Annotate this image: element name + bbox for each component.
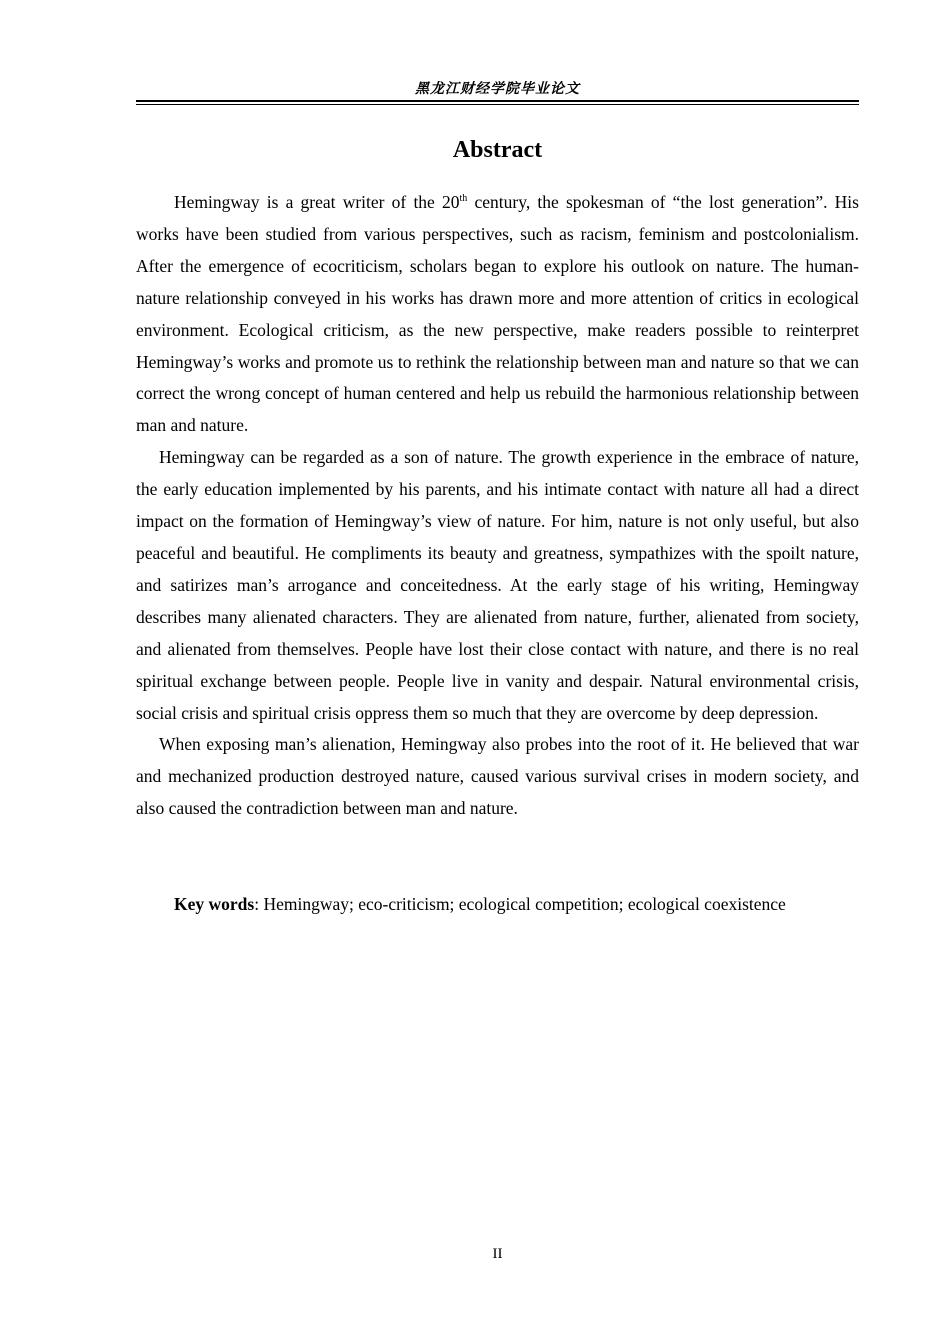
keywords-list: : Hemingway; eco-criticism; ecological competition; ecological coexistence [254,894,786,914]
page-title: Abstract [452,137,543,163]
abstract-paragraph-2: Hemingway can be regarded as a son of nature. The growth experience in the embrace of nature, the early education implemented by his parents, and his intimate contact with nature all had a direct impact on the formation of Hemingway’s view of nature. For him, nature is not only useful, but also peaceful and beautiful. He compliments its beauty and greatness, sympathizes with the spoilt nature, and satirizes man’s arrogance and conceitedness. At the early stage of his writing, Hemingway describes many alienated characters. They are alienated from nature, further, alienated from society, and alienated from themselves. People have lost their close contact with nature, and there is no real spiritual exchange between people. People live in vanity and despair. Natural environmental crisis, social crisis and spiritual crisis oppress them so much that they are overcome by deep depression. [136,447,859,723]
paragraph-1-rest: century, the spokesman of “the lost generation”. His works have been studied from various perspectives, such as racism, feminism and postcolonialism. After the emergence of ecocriticism, scholars began to explore his outlook on nature. The human-nature relationship conveyed in his works has drawn more and more attention of critics in ecological environment. Ecological criticism, as the new perspective, make readers possible to reinterpret Hemingway’s works and promote us to rethink the relationship between man and nature so that we can correct the wrong concept of human centered and help us rebuild the harmonious relationship between man and nature. [136,192,859,436]
abstract-paragraph-3: When exposing man’s alienation, Hemingway also probes into the root of it. He believed that war and mechanized production destroyed nature, caused various survival crises in modern society, and also caused the contradiction between man and nature. [136,734,859,819]
page-number: II [492,1246,503,1262]
header-rule-thick [136,100,859,102]
header-rule-thin [136,104,859,105]
running-header: 黑龙江财经学院毕业论文 [415,81,580,97]
ordinal-superscript: th [459,193,468,205]
keywords-line [174,889,864,920]
paragraph-1-start: Hemingway is a great writer of the 20 [174,192,460,212]
abstract-paragraph-1 [136,187,859,442]
keywords-label: Key words [174,894,255,914]
abstract-body [136,187,859,825]
